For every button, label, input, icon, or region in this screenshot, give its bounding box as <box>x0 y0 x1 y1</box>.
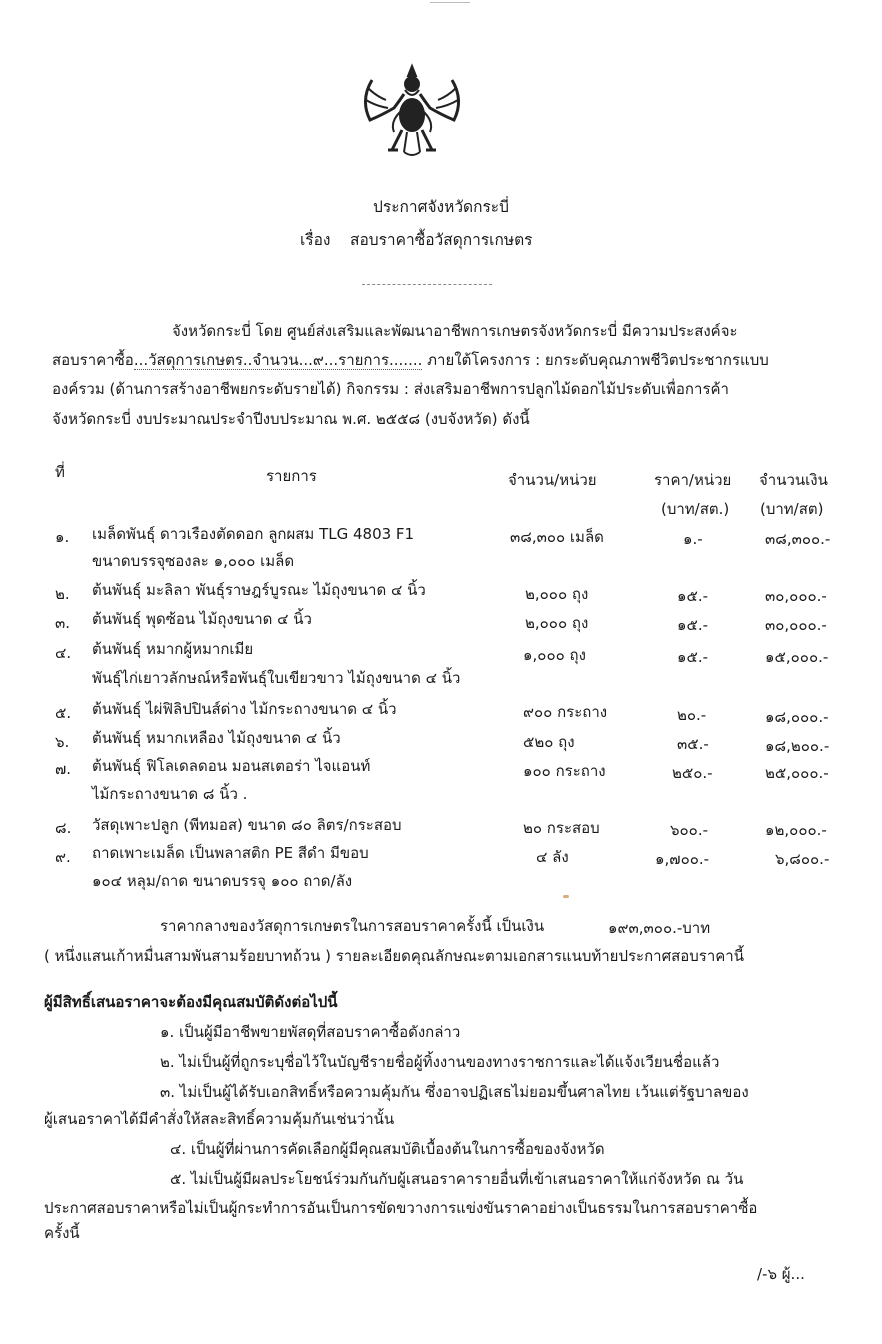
row-1-item-detail: ขนาดบรรจุซองละ ๑,๐๐๐ เมล็ด <box>92 552 295 570</box>
row-8-item: วัสดุเพาะปลูก (พีทมอส) ขนาด ๘๐ ลิตร/กระสอบ <box>92 816 402 834</box>
col-header-amount: จำนวนเงิน <box>759 471 828 489</box>
row-6-qty: ๕๒๐ ถุง <box>523 733 575 751</box>
row-8-no: ๘. <box>55 819 72 837</box>
row-5-qty: ๙๐๐ กระถาง <box>523 703 608 721</box>
row-7-no: ๗. <box>55 760 72 778</box>
intro-line-2-fill: ...วัสดุการเกษตร..จำนวน...๙...รายการ....... <box>133 351 423 369</box>
row-9-price: ๑,๗๐๐.- <box>655 850 710 868</box>
median-price-words: ( หนึ่งแสนเก้าหมื่นสามพันสามร้อยบาทถ้วน ) รายละเอียดคุณลักษณะตามเอกสารแนบท้ายประกาศสอบราคานี้ <box>44 947 744 965</box>
qualification-5-cont: ประกาศสอบราคาหรือไม่เป็นผู้กระทำการอันเป็นการขัดขวางการแข่งขันราคาอย่างเป็นธรรมในการสอบราคาซื้อ <box>44 1199 758 1217</box>
row-9-qty: ๔ ลัง <box>536 848 569 866</box>
row-8-amount: ๑๒,๐๐๐.- <box>765 821 827 839</box>
row-6-no: ๖. <box>55 733 70 751</box>
row-5-amount: ๑๘,๐๐๐.- <box>765 708 829 726</box>
qualification-3: ๓. ไม่เป็นผู้ได้รับเอกสิทธิ์หรือความคุ้มกัน ซึ่งอาจปฏิเสธไม่ยอมขึ้นศาลไทย เว้นแต่รัฐบาลของ <box>160 1083 749 1101</box>
qualification-2: ๒. ไม่เป็นผู้ที่ถูกระบุชื่อไว้ในบัญชีรายชื่อผู้ทิ้งงานของทางราชการและได้แจ้งเวียนชื่อแล้ว <box>160 1053 720 1071</box>
title-divider <box>362 284 492 285</box>
scan-mark <box>430 2 470 3</box>
col-header-price-unit: (บาท/สต.) <box>661 500 730 518</box>
row-2-amount: ๓๐,๐๐๐.- <box>765 587 827 605</box>
col-header-price: ราคา/หน่วย <box>654 471 732 489</box>
row-4-no: ๔. <box>55 644 72 662</box>
intro-line-4: จังหวัดกระบี่ งบประมาณประจำปีงบประมาณ พ.ศ. ๒๕๕๘ (งบจังหวัด) ดังนี้ <box>52 410 530 428</box>
page-continuation: /-๖ ผู้... <box>757 1265 805 1283</box>
median-price-amount: ๑๙๓,๓๐๐.-บาท <box>608 919 711 937</box>
qualification-1: ๑. เป็นผู้มีอาชีพขายพัสดุที่สอบราคาซื้อดังกล่าว <box>160 1023 461 1041</box>
row-1-price: ๑.- <box>683 530 703 548</box>
row-1-amount: ๓๘,๓๐๐.- <box>765 530 831 548</box>
row-4-item-detail: พันธุ์ไก่เยาวลักษณ์หรือพันธุ์ใบเขียวขาว ไม้ถุงขนาด ๔ นิ้ว <box>92 669 461 687</box>
scan-speck <box>563 895 569 898</box>
row-4-item: ต้นพันธุ์ หมากผู้หมากเมีย <box>92 640 254 658</box>
intro-line-2-suffix: ภายใต้โครงการ : ยกระดับคุณภาพชีวิตประชากรแบบ <box>422 351 769 369</box>
row-5-no: ๕. <box>55 704 72 722</box>
intro-line-3: องค์รวม (ด้านการสร้างอาชีพยกระดับรายได้) กิจกรรม : ส่งเสริมอาชีพการปลูกไม้ดอกไม้ประดับเพื่อการค้า <box>52 380 729 398</box>
row-7-amount: ๒๕,๐๐๐.- <box>765 764 829 782</box>
row-3-qty: ๒,๐๐๐ ถุง <box>525 614 589 632</box>
row-7-qty: ๑๐๐ กระถาง <box>523 762 606 780</box>
row-1-qty: ๓๘,๓๐๐ เมล็ด <box>510 528 604 546</box>
row-7-item-detail: ไม้กระถางขนาด ๘ นิ้ว . <box>92 785 248 803</box>
qualification-5: ๕. ไม่เป็นผู้มีผลประโยชน์ร่วมกันกับผู้เสนอราคารายอื่นที่เข้าเสนอราคาให้แก่จังหวัด ณ วัน <box>170 1170 744 1188</box>
row-8-qty: ๒๐ กระสอบ <box>523 819 600 837</box>
row-9-amount: ๖,๘๐๐.- <box>775 850 830 868</box>
row-9-item-detail: ๑๐๔ หลุม/ถาด ขนาดบรรจุ ๑๐๐ ถาด/ลัง <box>92 872 353 890</box>
subject-label: เรื่อง <box>300 231 331 249</box>
row-3-price: ๑๕.- <box>677 616 709 634</box>
row-2-no: ๒. <box>55 585 70 603</box>
row-9-item: ถาดเพาะเมล็ด เป็นพลาสติก PE สีดำ มีขอบ <box>92 844 369 862</box>
qualifications-heading: ผู้มีสิทธิ์เสนอราคาจะต้องมีคุณสมบัติดังต่อไปนี้ <box>44 993 338 1011</box>
row-3-amount: ๓๐,๐๐๐.- <box>765 616 827 634</box>
row-7-price: ๒๕๐.- <box>672 764 713 782</box>
col-header-item: รายการ <box>266 467 317 485</box>
row-4-price: ๑๕.- <box>677 648 709 666</box>
row-6-amount: ๑๘,๒๐๐.- <box>765 737 830 755</box>
row-4-amount: ๑๕,๐๐๐.- <box>765 648 829 666</box>
col-header-qty: จำนวน/หน่วย <box>508 471 597 489</box>
row-4-qty: ๑,๐๐๐ ถุง <box>523 646 586 664</box>
row-9-no: ๙. <box>55 848 71 866</box>
qualification-4: ๔. เป็นผู้ที่ผ่านการคัดเลือกผู้มีคุณสมบัติเบื้องต้นในการซื้อของจังหวัด <box>170 1140 605 1158</box>
intro-line-2 <box>52 347 769 373</box>
row-7-item: ต้นพันธุ์ ฟิโลเดลดอน มอนสเตอร่า ไจแอนท์ <box>92 757 371 775</box>
garuda-emblem-icon <box>352 60 472 160</box>
row-6-price: ๓๕.- <box>677 735 709 753</box>
row-2-price: ๑๕.- <box>677 587 709 605</box>
announcement-title: ประกาศจังหวัดกระบี่ <box>373 198 509 216</box>
intro-line-2-prefix: สอบราคาซื้อ <box>52 351 134 369</box>
col-header-amount-unit: (บาท/สต) <box>760 500 824 518</box>
row-8-price: ๖๐๐.- <box>670 821 709 839</box>
intro-line-1: จังหวัดกระบี่ โดย ศูนย์ส่งเสริมและพัฒนาอาชีพการเกษตรจังหวัดกระบี่ มีความประสงค์จะ <box>172 322 738 340</box>
row-1-no: ๑. <box>55 528 70 546</box>
row-1-item: เมล็ดพันธุ์ ดาวเรืองตัดดอก ลูกผสม TLG 4803 F1 <box>92 525 415 543</box>
row-6-item: ต้นพันธุ์ หมากเหลือง ไม้ถุงขนาด ๔ นิ้ว <box>92 729 341 747</box>
median-price-label: ราคากลางของวัสดุการเกษตรในการสอบราคาครั้งนี้ เป็นเงิน <box>160 917 545 935</box>
row-2-qty: ๒,๐๐๐ ถุง <box>525 585 589 603</box>
row-5-item: ต้นพันธุ์ ไผ่ฟิลิปปินส์ด่าง ไม้กระถางขนาด ๔ นิ้ว <box>92 700 397 718</box>
row-3-item: ต้นพันธุ์ พุดซ้อน ไม้ถุงขนาด ๔ นิ้ว <box>92 610 312 628</box>
col-header-no: ที่ <box>55 463 65 481</box>
row-2-item: ต้นพันธุ์ มะลิลา พันธุ์ราษฎร์บูรณะ ไม้ถุงขนาด ๔ นิ้ว <box>92 581 426 599</box>
row-5-price: ๒๐.- <box>677 706 707 724</box>
row-3-no: ๓. <box>55 614 71 632</box>
qualification-5-end: ครั้งนี้ <box>44 1224 80 1242</box>
subject-text: สอบราคาซื้อวัสดุการเกษตร <box>350 231 533 249</box>
qualification-3-cont: ผู้เสนอราคาได้มีคำสั่งให้สละสิทธิ์ความคุ้มกันเช่นว่านั้น <box>44 1110 395 1128</box>
